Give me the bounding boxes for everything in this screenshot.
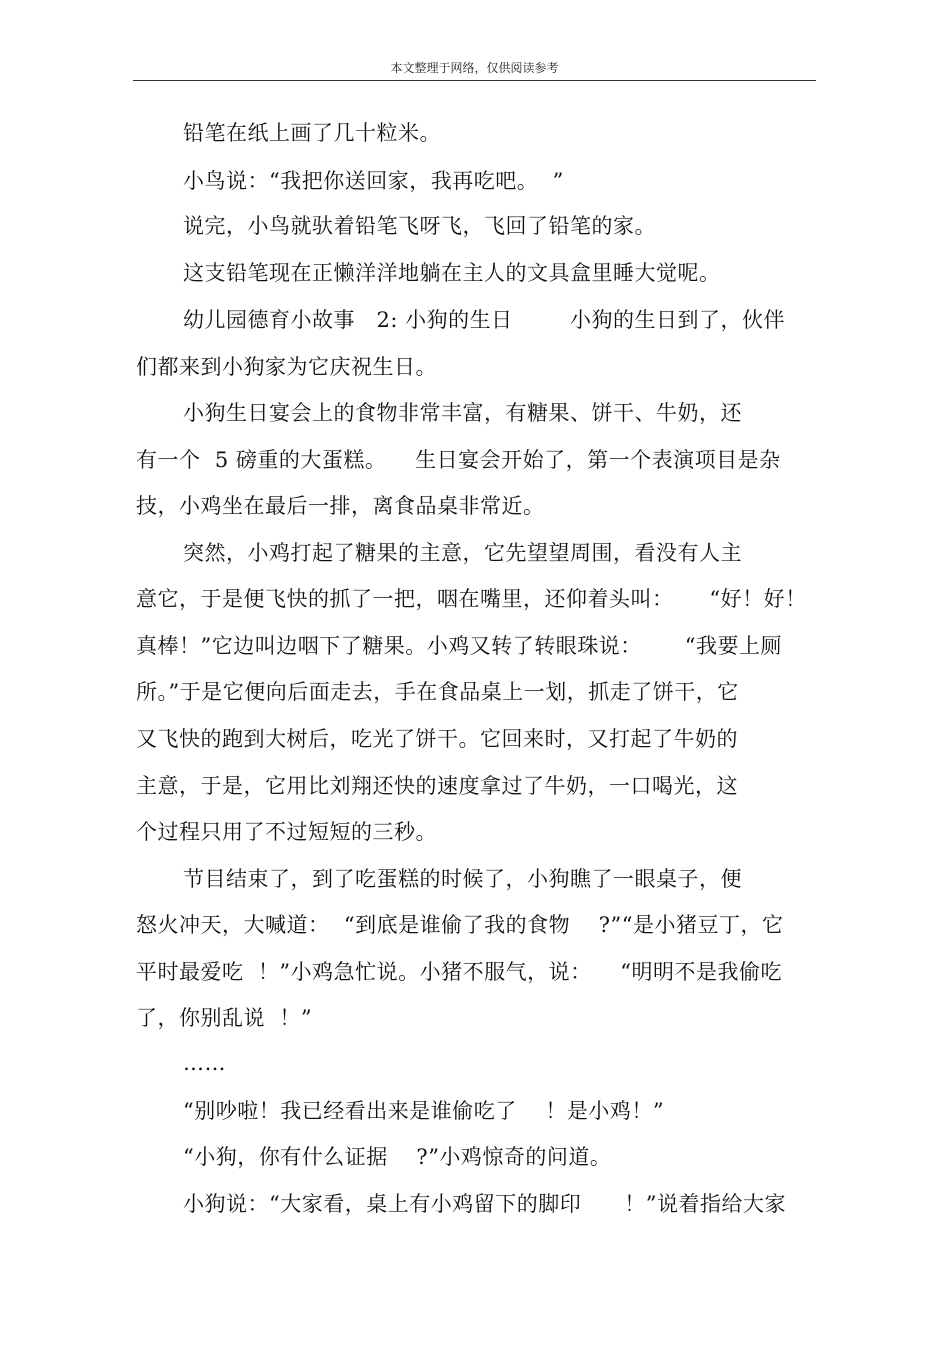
paragraph-line: 技，小鸡坐在最后一排，离食品桌非常近。 <box>136 494 545 518</box>
paragraph-line: 这支铅笔现在正懒洋洋地躺在主人的文具盒里睡大觉呢。 <box>183 261 721 285</box>
paragraph-line: 节目结束了，到了吃蛋糕的时候了，小狗瞧了一眼桌子，便 <box>183 867 742 891</box>
paragraph-line: 意它，于是便飞快的抓了一把，咽在嘴里，还仰着头叫： “好！好！ <box>136 587 807 611</box>
paragraph-line: 了，你别乱说 ！” <box>136 1006 313 1030</box>
paragraph-line: 真棒！”它边叫边咽下了糖果。小鸡又转了转眼珠说： “我要上厕 <box>136 634 783 658</box>
page-header: 本文整理于网络，仅供阅读参考 <box>390 61 559 75</box>
paragraph-line: 又飞快的跑到大树后，吃光了饼干。它回来时，又打起了牛奶的 <box>136 727 738 751</box>
header-divider <box>133 80 816 81</box>
paragraph-line: “别吵啦！我已经看出来是谁偷吃了 ！是小鸡！” <box>183 1099 665 1123</box>
paragraph-line: 平时最爱吃 ！”小鸡急忙说。小猪不服气，说： “明明不是我偷吃 <box>136 960 783 984</box>
paragraph-line: 所。”于是它便向后面走去，手在食品桌上一划，抓走了饼干，它 <box>136 680 739 704</box>
paragraph-line: 个过程只用了不过短短的三秒。 <box>136 820 437 844</box>
paragraph-line: 小鸟说：“我把你送回家，我再吃吧。 ” <box>183 169 564 193</box>
paragraph-line: 铅笔在纸上画了几十粒米。 <box>183 121 441 145</box>
paragraph-line: 幼儿园德育小故事 2: 小狗的生日 小狗的生日到了，伙伴 <box>183 308 786 332</box>
paragraph-line: 小狗生日宴会上的食物非常丰富，有糖果、饼干、牛奶，还 <box>183 401 742 425</box>
paragraph-line: 们都来到小狗家为它庆祝生日。 <box>136 355 437 379</box>
paragraph-line: 突然，小鸡打起了糖果的主意，它先望望周围，看没有人主 <box>183 541 742 565</box>
paragraph-line: 主意，于是，它用比刘翔还快的速度拿过了牛奶，一口喝光，这 <box>136 774 738 798</box>
paragraph-line: 有一个 5 磅重的大蛋糕。 生日宴会开始了，第一个表演项目是杂 <box>136 448 781 472</box>
ellipsis-line: …… <box>183 1051 226 1075</box>
paragraph-line: 怒火冲天，大喊道： “到底是谁偷了我的食物 ?”“是小猪豆丁，它 <box>136 913 784 937</box>
paragraph-line: 小狗说：“大家看，桌上有小鸡留下的脚印 ！”说着指给大家 <box>183 1192 787 1216</box>
paragraph-line: 说完，小鸟就驮着铅笔飞呀飞，飞回了铅笔的家。 <box>183 214 656 238</box>
paragraph-line: “小狗，你有什么证据 ?”小鸡惊奇的问道。 <box>183 1145 612 1169</box>
